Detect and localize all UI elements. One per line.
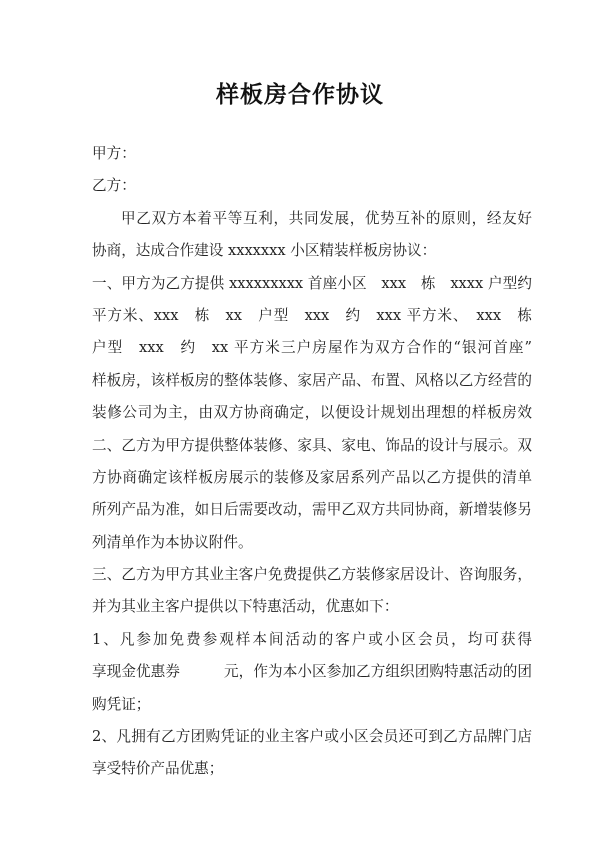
text-line: 方协商确定该样板房展示的装修及家居系列产品以乙方提供的清单	[92, 468, 532, 486]
text-line: 购凭证；	[92, 695, 151, 713]
text-line: 列清单作为本协议附件。	[92, 533, 253, 551]
text-line: 二、乙方为甲方提供整体装修、家具、家电、饰品的设计与展示。双	[92, 436, 532, 454]
document-body	[92, 138, 532, 786]
text-line: 2、凡拥有乙方团购凭证的业主客户或小区会员还可到乙方品牌门店	[92, 728, 532, 746]
text-line: 平方米、xxx 栋 xx 户型 xxx 约 xxx 平方米、 xxx 栋	[92, 306, 532, 324]
text-line: 协商，达成合作建设 xxxxxxx 小区精装样板房协议：	[92, 242, 437, 260]
text-line: 并为其业主客户提供以下特惠活动，优惠如下：	[92, 598, 399, 616]
text-line: 甲乙双方本着平等互利，共同发展，优势互补的原则，经友好	[121, 209, 532, 227]
text-line: 样板房，该样板房的整体装修、家居产品、布置、风格以乙方经营的	[92, 371, 532, 389]
text-line: 装修公司为主，由双方协商确定，以便设计规划出理想的样板房效	[92, 404, 532, 422]
document-title: 样板房合作协议	[216, 81, 384, 108]
text-line: 享受特价产品优惠；	[92, 760, 224, 778]
text-line: 1、凡参加免费参观样本间活动的客户或小区会员，均可获得	[92, 630, 532, 648]
text-line: 所列产品为准，如日后需要改动，需甲乙双方共同协商，新增装修另	[92, 501, 532, 519]
text-line: 一、甲方为乙方提供 xxxxxxxxx 首座小区 xxx 栋 xxxx 户型约	[92, 274, 532, 292]
text-line: 甲方：	[92, 145, 136, 162]
text-line: 三、乙方为甲方其业主客户免费提供乙方装修家居设计、咨询服务，	[92, 566, 532, 584]
text-line: 享现金优惠券 元，作为本小区参加乙方组织团购特惠活动的团	[92, 663, 532, 681]
text-line: 乙方：	[92, 177, 136, 195]
text-line: 户型 xxx 约 xx 平方米三户房屋作为双方合作的“银河首座”	[92, 339, 532, 357]
